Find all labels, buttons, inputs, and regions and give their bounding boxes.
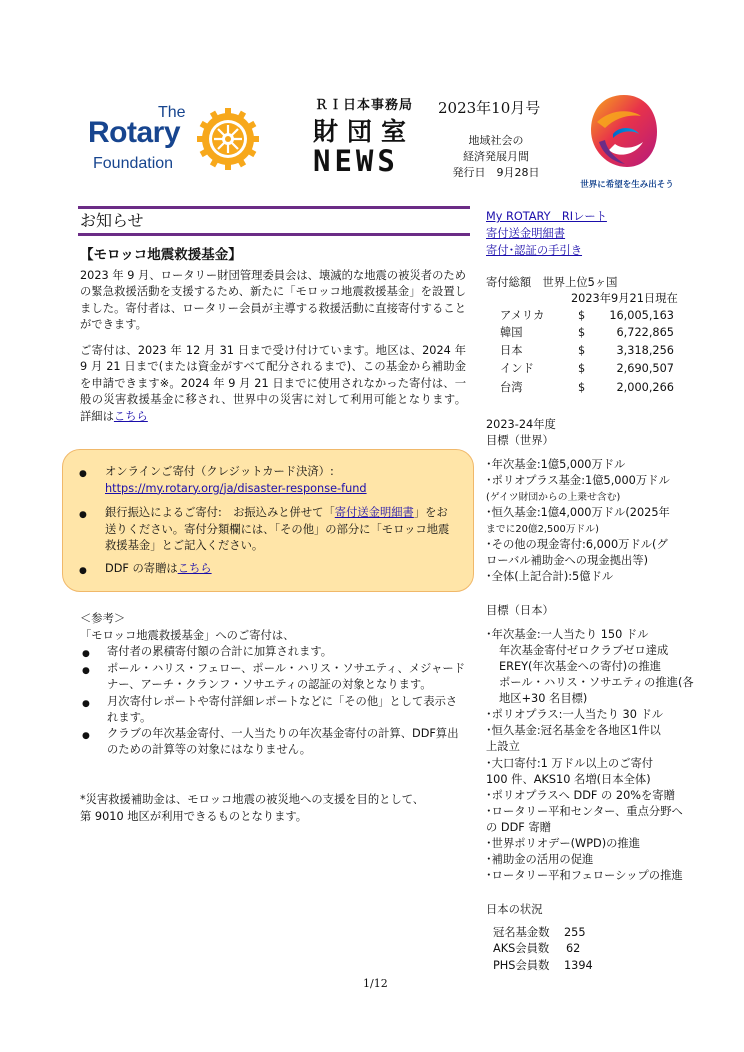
ranking-amount: 3,318,256 [616,344,674,357]
world-goal-title: 目標（世界） [486,434,554,447]
bank-transfer-text-2: 」をお送りください。寄付分類欄には、「その他」の部分に「モロッコ地震救援基金」とご記入ください。 [105,506,450,552]
publish-date: 発行日 9月28日 [452,166,540,179]
theme-line2: 経済発展月間 [463,150,529,163]
reference-item-2: ポール・ハリス・フェロー、ポール・ハリス・ソサエティ、メジャードナー、アーチ・クランフ・ソサエティの認証の対象となります。 [107,662,466,692]
ranking-country: 韓国 [500,326,523,339]
remittance-link[interactable]: 寄付送金明細書 [486,227,566,240]
donation-methods-box [62,449,474,592]
world-goal-annual: ･年次基金:1億5,000万ドル [486,458,626,471]
japan-goal-item: 年次基金寄付ゼロクラブゼロ達成 [499,644,669,657]
world-goal-endowment: ･恒久基金:1億4,000万ドル(2025年 [486,506,670,519]
japan-goal-item: ･世界ポリオデー(WPD)の推進 [486,837,641,850]
logo-the: The [158,104,186,121]
paragraph-2-text: ご寄付は、2023 年 12 月 31 日まで受け付けています。地区は、2024 年 9 月 21 日まで(または資金がすべて配分されるまで)、この基金から補助金を申請できます※。2024 年 9 月 21 日までに使用されなかった寄付は、一般の災害救援基金に移され、世界中の災害に対して利用可能となります。 詳細は [80,344,466,423]
japan-status-title: 日本の状況 [486,903,543,916]
slogan: 世界に希望を生み出そう [580,180,674,190]
status-label: AKS会員数 [493,942,550,955]
ranking-currency: $ [578,344,586,357]
bullet-icon: ● [82,666,90,676]
ranking-currency: $ [578,309,586,322]
ddf-text: DDF の寄贈は [105,562,178,575]
reference-item-4: クラブの年次基金寄付、一人当たりの年次基金寄付の計算、DDF算出のための計算等の対象にはなりません。 [107,727,459,757]
remittance-form-link[interactable]: 寄付送金明細書 [334,506,414,519]
online-donation-label: オンラインご寄付（クレジットカード決済）: [105,465,334,478]
japan-goal-item: 100 件、AKS10 名増(日本全体) [486,773,651,786]
japan-goal-item: ･ロータリー平和フェローシップの推進 [486,869,683,882]
divider-bottom [78,233,470,236]
newsletter-news: NEWS [313,144,399,178]
ddf-link[interactable]: こちら [177,562,212,575]
japan-goal-item: ･ポリオプラスへ DDF の 20%を寄贈 [486,789,675,802]
japan-goal-item: ･大口寄付:1 万ドル以上のご寄付 [486,757,654,770]
japan-goal-item: ･ポリオプラス:一人当たり 30 ドル [486,708,664,721]
rotary-wheel-icon [196,107,260,171]
japan-goal-title: 目標（日本） [486,604,554,617]
japan-goal-item: ･恒久基金:冠名基金を各地区1件以 [486,724,661,737]
reference-heading: ＜参考＞ [80,612,126,625]
japan-goal-item: の DDF 寄贈 [486,821,551,834]
ranking-date: 2023年9月21日現在 [571,292,678,305]
status-label: PHS会員数 [493,959,550,972]
reference-item-3: 月次寄付レポートや寄付詳細レポートなどに「その他」として表示されます。 [107,695,458,725]
ranking-country: アメリカ [500,309,545,322]
footnote-line-2: 第 9010 地区が利用できるものとなります。 [80,810,308,823]
status-label: 冠名基金数 [493,926,550,939]
ranking-amount: 16,005,163 [609,309,674,322]
ranking-currency: $ [578,326,586,339]
ranking-currency: $ [578,381,586,394]
world-goal-polio-note: (ゲイツ財団からの上乗せ含む) [486,492,621,503]
bullet-icon: ● [82,649,90,659]
ranking-amount: 2,690,507 [616,362,674,375]
ranking-country: インド [500,362,534,375]
article-paragraph-2 [80,343,466,425]
world-goal-total: ･全体(上記合計):5億ドル [486,570,614,583]
japan-goal-item: ポール・ハリス・ソサエティの推進(各 [499,676,694,689]
bullet-icon: ● [79,469,87,479]
ranking-amount: 6,722,865 [616,326,674,339]
status-value: 255 [564,926,586,939]
footnote-line-1: *災害救援補助金は、モロッコ地震の被災地への支援を目的として、 [80,793,425,806]
theme-line1: 地域社会の [468,134,524,147]
article-paragraph-1: 2023 年 9 月、ロータリー財団管理委員会は、壊滅的な地震の被災者のための緊急救援活動を支援するため、新たに「モロッコ地震救援基金」を設置しました。寄付者は、ロータリー会員が主導する救援活動に直接寄付することができます。 [80,269,466,332]
japan-goal-item: ･ロータリー平和センター、重点分野へ [486,805,683,818]
ranking-country: 台湾 [500,381,523,394]
world-goal-other-2: ローバル補助金への現金拠出等) [486,554,649,567]
ri-rate-link[interactable]: My ROTARY RIレート [486,210,607,223]
ranking-title: 寄付総額 世界上位5ヶ国 [486,276,618,289]
bullet-icon: ● [82,699,90,709]
issue-date: 2023年10月号 [438,99,541,117]
logo-foundation: Foundation [93,155,174,172]
newsletter-title: 財団室 [313,117,416,146]
japan-goal-item: ･補助金の活用の促進 [486,853,594,866]
ranking-currency: $ [578,362,586,375]
japan-goal-item: 地区+30 名目標) [499,692,588,705]
japan-goal-item: ･年次基金:一人当たり 150 ドル [486,628,649,641]
ranking-country: 日本 [500,344,523,357]
online-donation-link[interactable]: https://my.rotary.org/ja/disaster-response-fund [105,481,367,495]
fiscal-year: 2023-24年度 [486,418,556,431]
reference-item-1: 寄付者の累積寄付額の合計に加算されます。 [107,645,333,658]
reference-intro: 「モロッコ地震救援基金」へのご寄付は、 [80,629,295,642]
status-value: 62 [566,942,581,955]
office-name: ＲＩ日本事務局 [315,98,414,113]
details-link[interactable]: こちら [113,409,148,423]
japan-goal-item: 上設立 [486,740,520,753]
page-number: 1/12 [363,977,388,990]
world-goal-endowment-note: までに20億2,500万ドル) [486,524,599,535]
world-goal-polio: ･ポリオプラス基金:1億5,000万ドル [486,474,670,487]
logo-rotary: Rotary [88,116,181,149]
ranking-amount: 2,000,266 [616,381,674,394]
bullet-icon: ● [82,731,90,741]
section-title: お知らせ [80,211,144,230]
bank-transfer-text: 銀行振込によるご寄付: お振込みと併せて「 [105,506,335,519]
article-title: 【モロッコ地震救援基金】 [80,247,242,263]
guide-link[interactable]: 寄付･認証の手引き [486,244,583,257]
theme-logo-icon [589,92,659,170]
bullet-icon: ● [79,510,87,520]
bullet-icon: ● [79,566,87,576]
status-value: 1394 [564,959,593,972]
japan-goal-item: EREY(年次基金への寄付)の推進 [499,660,662,673]
world-goal-other: ･その他の現金寄付:6,000万ドル(グ [486,538,668,551]
